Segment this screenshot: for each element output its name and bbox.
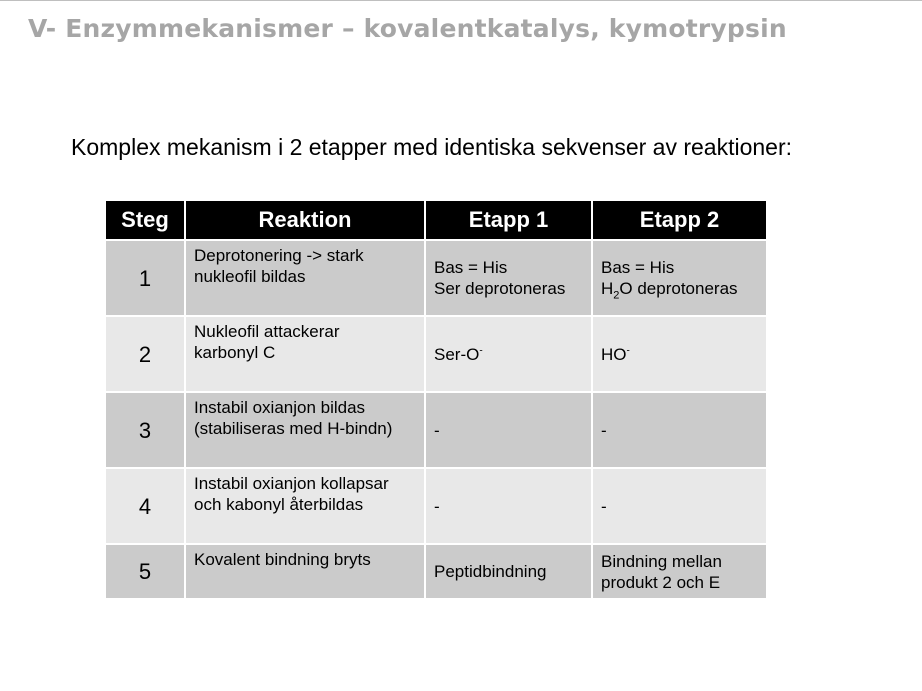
table-row (106, 544, 766, 598)
header-etapp-1: Etapp 1 (425, 201, 592, 240)
step-number: 4 (106, 468, 185, 544)
reaction-line: karbonyl C (194, 343, 276, 362)
etapp1-charge: - (479, 344, 483, 356)
intro-text: Komplex mekanism i 2 etapper med identiska sekvenser av reaktioner: (71, 134, 793, 160)
reaction-line: och kabonyl återbildas (194, 495, 364, 514)
etapp2-line: Bindning mellan (601, 551, 722, 571)
etapp1-line: Bas = His (434, 258, 508, 277)
etapp2-formula-rest: O deprotoneras (619, 279, 738, 298)
etapp2-cell: - (592, 392, 766, 468)
mechanism-table (106, 201, 766, 598)
etapp2-cell: - (592, 468, 766, 544)
etapp1-cell: - (425, 392, 592, 468)
table-row (106, 468, 766, 544)
etapp1-cell (425, 316, 592, 392)
reaction-cell (185, 544, 425, 598)
etapp2-cell (592, 240, 766, 316)
reaction-cell (185, 240, 425, 316)
table-row (106, 240, 766, 316)
reaction-cell (185, 316, 425, 392)
reaction-line: Instabil oxianjon bildas (194, 398, 366, 417)
etapp2-base: HO (601, 344, 627, 364)
etapp1-cell: - (425, 468, 592, 544)
etapp2-charge: - (626, 344, 630, 356)
etapp1-cell (425, 240, 592, 316)
etapp1-line: Ser deprotoneras (434, 279, 566, 298)
slide-title: V- Enzymmekanismer – kovalentkatalys, kymotrypsin (28, 14, 787, 43)
reaction-cell (185, 468, 425, 544)
etapp1-base: Ser-O (434, 344, 480, 364)
etapp2-formula-h: H (601, 279, 614, 298)
etapp2-cell (592, 316, 766, 392)
step-number: 3 (106, 392, 185, 468)
etapp2-cell (592, 544, 766, 598)
reaction-line: (stabiliseras med H-bindn) (194, 419, 393, 438)
reaction-line: Instabil oxianjon kollapsar (194, 474, 389, 493)
header-reaktion: Reaktion (185, 201, 425, 240)
table-row (106, 316, 766, 392)
reaction-line: Kovalent bindning bryts (194, 550, 371, 569)
reaction-cell (185, 392, 425, 468)
reaction-line: nukleofil bildas (194, 267, 306, 286)
etapp2-formula-subscript: 2 (613, 289, 620, 302)
table-header-row (106, 201, 766, 240)
header-steg: Steg (106, 201, 185, 240)
etapp1-cell: Peptidbindning (425, 544, 592, 598)
step-number: 1 (106, 240, 185, 316)
step-number: 5 (106, 544, 185, 598)
header-etapp-2: Etapp 2 (592, 201, 766, 240)
step-number: 2 (106, 316, 185, 392)
etapp2-line: Bas = His (601, 258, 675, 277)
reaction-line: Deprotonering -> stark (194, 246, 364, 265)
table-row (106, 392, 766, 468)
reaction-line: Nukleofil attackerar (194, 322, 340, 341)
etapp2-line: produkt 2 och E (601, 572, 721, 592)
top-divider (0, 0, 922, 1)
